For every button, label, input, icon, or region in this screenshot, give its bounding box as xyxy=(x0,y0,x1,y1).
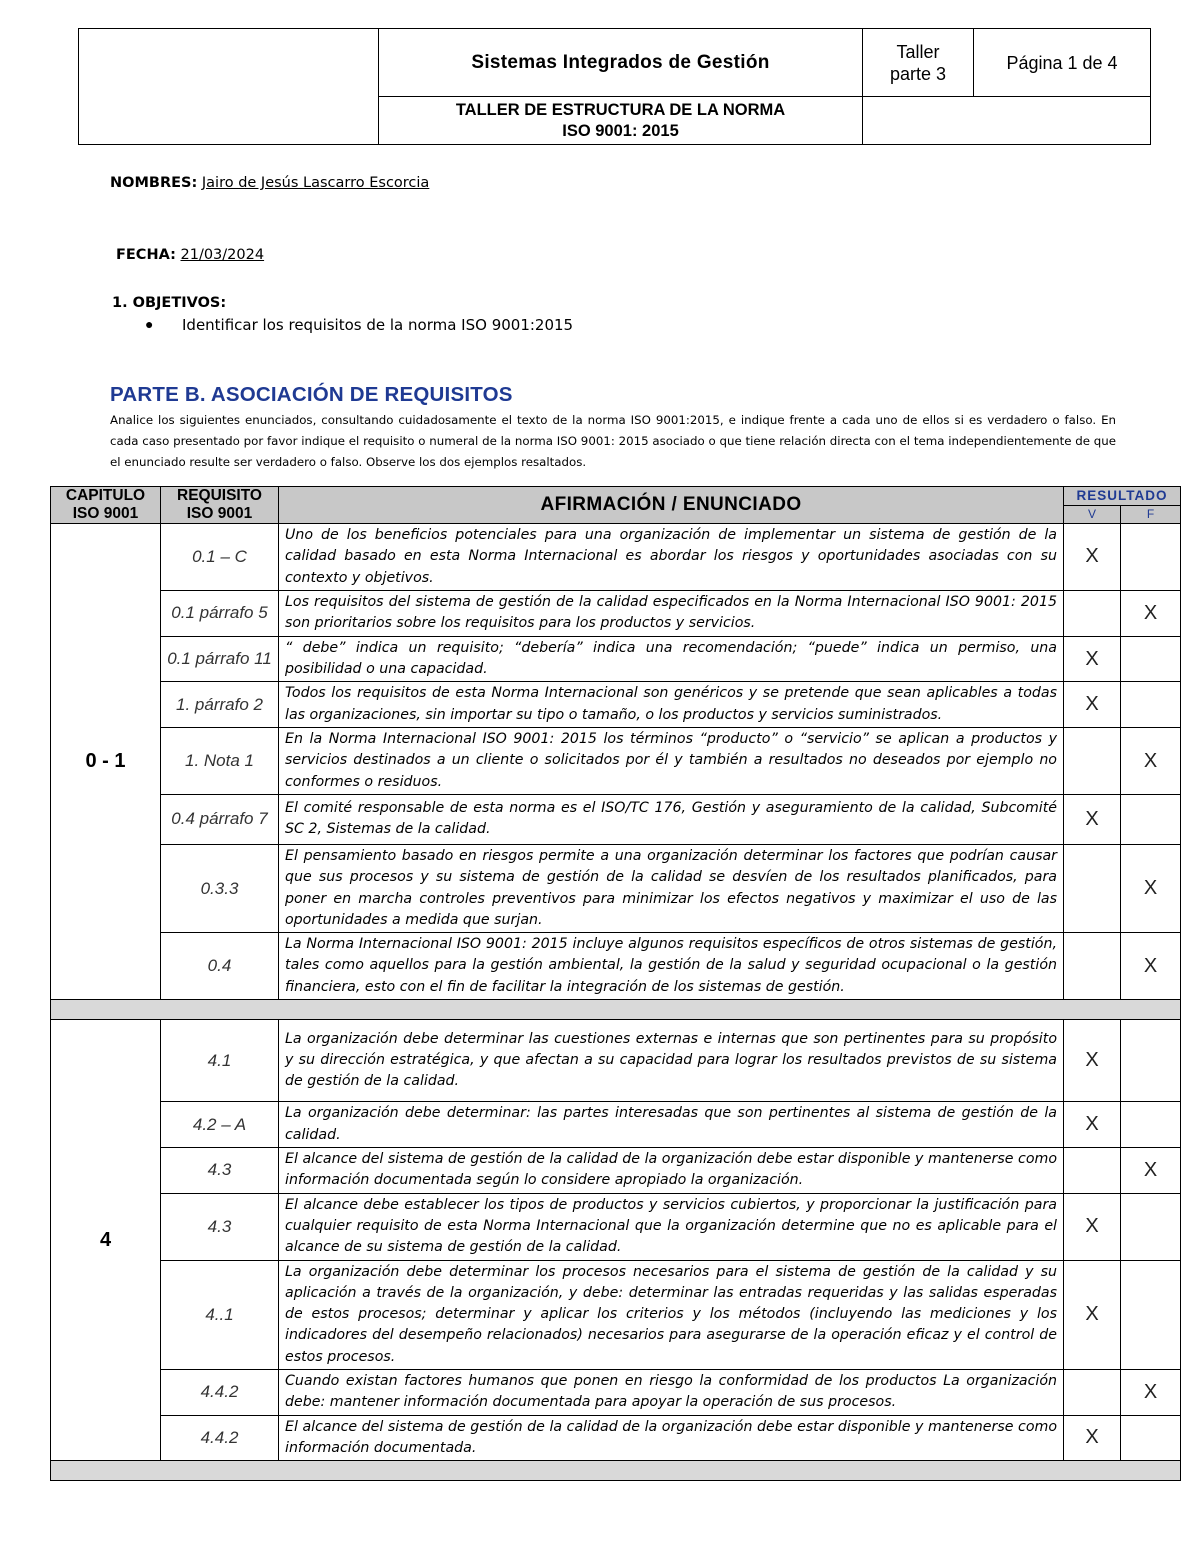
resultado-v-cell xyxy=(1064,728,1121,795)
afirmacion-cell: Los requisitos del sistema de gestión de la calidad especificados en la Norma Internacional ISO 9001: 2015 son prioritarios sobre los requisitos para los productos y servicios. xyxy=(279,590,1064,636)
nombres-label: NOMBRES: xyxy=(110,175,198,191)
resultado-v-cell: X xyxy=(1064,1415,1121,1461)
header-title: Sistemas Integrados de Gestión xyxy=(379,29,863,97)
section-divider-row xyxy=(51,1461,1181,1481)
col-f: F xyxy=(1121,505,1181,524)
resultado-f-cell: X xyxy=(1121,933,1181,1000)
resultado-v-cell: X xyxy=(1064,794,1121,844)
resultado-v-cell: X xyxy=(1064,1020,1121,1102)
table-row xyxy=(51,636,1181,682)
resultado-v-cell: X xyxy=(1064,1102,1121,1148)
afirmacion-cell: Cuando existan factores humanos que ponen en riesgo la conformidad de los productos La organización debe: mantener información documentada para apoyar la operación de sus procesos. xyxy=(279,1370,1064,1416)
resultado-f-cell xyxy=(1121,1102,1181,1148)
resultado-f-cell: X xyxy=(1121,728,1181,795)
objetivo-item: Identificar los requisitos de la norma ISO 9001:2015 xyxy=(182,316,574,334)
section-divider xyxy=(51,1461,1181,1481)
bullet-icon: ● xyxy=(145,316,154,332)
requisito-cell: 4.3 xyxy=(161,1193,279,1260)
afirmacion-cell: La organización debe determinar las cuestiones externas e internas que son pertinentes para su propósito y su dirección estratégica, y que afectan a su capacidad para lograr los resultados previstos de su sistema de gestión de la calidad. xyxy=(279,1020,1064,1102)
table-row xyxy=(51,590,1181,636)
fecha-line xyxy=(116,247,264,263)
col-requisito-line1: REQUISITO xyxy=(177,487,262,504)
table-row xyxy=(51,844,1181,932)
table-row xyxy=(51,1193,1181,1260)
resultado-v-cell xyxy=(1064,590,1121,636)
resultado-v-cell xyxy=(1064,844,1121,932)
table-row xyxy=(51,1102,1181,1148)
resultado-f-cell xyxy=(1121,682,1181,728)
section-divider-row xyxy=(51,1000,1181,1020)
capitulo-cell: 0 - 1 xyxy=(51,524,161,1000)
requisito-cell: 4.4.2 xyxy=(161,1415,279,1461)
resultado-v-cell xyxy=(1064,1370,1121,1416)
table-row xyxy=(51,682,1181,728)
requisito-cell: 1. Nota 1 xyxy=(161,728,279,795)
requirements-table xyxy=(50,486,1181,1481)
afirmacion-cell: El comité responsable de esta norma es el ISO/TC 176, Gestión y aseguramiento de la calidad, Subcomité SC 2, Sistemas de la calidad. xyxy=(279,794,1064,844)
nombres-value: Jairo de Jesús Lascarro Escorcia xyxy=(201,175,430,191)
resultado-f-cell xyxy=(1121,636,1181,682)
capitulo-cell: 4 xyxy=(51,1020,161,1461)
table-row xyxy=(51,794,1181,844)
requisito-cell: 0.3.3 xyxy=(161,844,279,932)
afirmacion-cell: El pensamiento basado en riesgos permite a una organización determinar los factores que podrían causar que sus procesos y su sistema de gestión de la calidad se desvíen de los resultados planificados, para poner en marcha controles preventivos para minimizar los efectos negativos y maximizar el uso de las oportunidades a medida que surjan. xyxy=(279,844,1064,932)
col-capitulo xyxy=(51,487,161,524)
afirmacion-cell: En la Norma Internacional ISO 9001: 2015 los términos “producto” o “servicio” se aplican a productos y servicios destinados a un cliente o solicitados por él y también a resultados no deseados por ejemplo no conformes o residuos. xyxy=(279,728,1064,795)
section-divider xyxy=(51,1000,1181,1020)
resultado-v-cell: X xyxy=(1064,682,1121,728)
requisito-cell: 4..1 xyxy=(161,1260,279,1369)
col-v: V xyxy=(1064,505,1121,524)
col-afirmacion: AFIRMACIÓN / ENUNCIADO xyxy=(279,487,1064,524)
header-subtitle-line1: TALLER DE ESTRUCTURA DE LA NORMA xyxy=(455,100,786,119)
resultado-f-cell: X xyxy=(1121,590,1181,636)
col-resultado: RESULTADO xyxy=(1064,487,1181,506)
requisito-cell: 4.1 xyxy=(161,1020,279,1102)
requisito-cell: 4.4.2 xyxy=(161,1370,279,1416)
table-row xyxy=(51,524,1181,591)
requisito-cell: 0.1 párrafo 5 xyxy=(161,590,279,636)
col-requisito-line2: ISO 9001 xyxy=(186,505,253,522)
afirmacion-cell: Uno de los beneficios potenciales para una organización de implementar un sistema de gestión de la calidad basado en esta Norma Internacional es abordar los riesgos y oportunidades asociadas con su contexto y objetivos. xyxy=(279,524,1064,591)
table-row xyxy=(51,1370,1181,1416)
requisito-cell: 0.4 párrafo 7 xyxy=(161,794,279,844)
afirmacion-cell: Todos los requisitos de esta Norma Internacional son genéricos y se pretende que sean aplicables a todas las organizaciones, sin importar su tipo o tamaño, o los productos y servicios suministrados. xyxy=(279,682,1064,728)
requisito-cell: 0.1 – C xyxy=(161,524,279,591)
afirmacion-cell: La organización debe determinar los procesos necesarios para el sistema de gestión de la calidad y su aplicación a través de la organización, y debe: determinar las entradas requeridas y las salidas esperadas de estos procesos; determinar y aplicar los criterios y los métodos (incluyendo las mediciones y los indicadores del desempeño relacionados) necesarios para asegurarse de la operación eficaz y el control de estos procesos. xyxy=(279,1260,1064,1369)
header-empty-cell xyxy=(863,97,1151,145)
header-subtitle-line2: ISO 9001: 2015 xyxy=(562,121,679,140)
col-requisito xyxy=(161,487,279,524)
table-row xyxy=(51,1260,1181,1369)
header-taller-line1: Taller xyxy=(896,41,940,62)
header-taller-line2: parte 3 xyxy=(889,63,947,84)
document-header xyxy=(78,28,1151,145)
nombres-line xyxy=(110,175,429,191)
objetivos-label: 1. OBJETIVOS: xyxy=(112,295,227,311)
afirmacion-cell: El alcance del sistema de gestión de la calidad de la organización debe estar disponible y mantenerse como información documentada. xyxy=(279,1415,1064,1461)
resultado-v-cell: X xyxy=(1064,1193,1121,1260)
resultado-f-cell xyxy=(1121,1020,1181,1102)
resultado-f-cell xyxy=(1121,1260,1181,1369)
requisito-cell: 0.1 párrafo 11 xyxy=(161,636,279,682)
requisito-cell: 1. párrafo 2 xyxy=(161,682,279,728)
resultado-v-cell xyxy=(1064,1148,1121,1194)
afirmacion-cell: “ debe” indica un requisito; “debería” indica una recomendación; “puede” indica un permiso, una posibilidad o una capacidad. xyxy=(279,636,1064,682)
fecha-label: FECHA: xyxy=(116,247,176,263)
parte-b-title: PARTE B. ASOCIACIÓN DE REQUISITOS xyxy=(110,383,513,406)
col-capitulo-line1: CAPITULO xyxy=(65,487,146,504)
resultado-f-cell: X xyxy=(1121,1370,1181,1416)
header-taller xyxy=(863,29,974,97)
resultado-v-cell xyxy=(1064,933,1121,1000)
resultado-f-cell xyxy=(1121,1415,1181,1461)
afirmacion-cell: La Norma Internacional ISO 9001: 2015 incluye algunos requisitos específicos de otros sistemas de gestión, tales como aquellos para la gestión ambiental, la gestión de la salud y seguridad ocupacional o la gestión financiera, esto con el fin de facilitar la integración de los sistemas de gestión. xyxy=(279,933,1064,1000)
logo-cell xyxy=(79,29,379,145)
table-row xyxy=(51,933,1181,1000)
afirmacion-cell: La organización debe determinar: las partes interesadas que son pertinentes al sistema de gestión de la calidad. xyxy=(279,1102,1064,1148)
afirmacion-cell: El alcance debe establecer los tipos de productos y servicios cubiertos, y proporcionar la justificación para cualquier requisito de esta Norma Internacional que la organización determine que no es aplicable para el alcance de su sistema de gestión de la calidad. xyxy=(279,1193,1064,1260)
objetivos-heading xyxy=(112,295,226,311)
requisito-cell: 0.4 xyxy=(161,933,279,1000)
table-row xyxy=(51,1020,1181,1102)
resultado-f-cell xyxy=(1121,1193,1181,1260)
fecha-value: 21/03/2024 xyxy=(180,247,265,263)
requisito-cell: 4.2 – A xyxy=(161,1102,279,1148)
table-body xyxy=(51,524,1181,1481)
col-capitulo-line2: ISO 9001 xyxy=(72,505,139,522)
resultado-f-cell xyxy=(1121,794,1181,844)
parte-b-description: Analice los siguientes enunciados, consultando cuidadosamente el texto de la norma ISO 9001:2015, e indique frente a cada uno de ellos si es verdadero o falso. En cada caso presentado por favor indique el requisito o numeral de la norma ISO 9001: 2015 asociado o que tiene relación directa con el tema independientemente de que el enunciado resulte ser verdadero o falso. Observe los dos ejemplos resaltados. xyxy=(110,413,1116,469)
table-row xyxy=(51,1415,1181,1461)
resultado-f-cell xyxy=(1121,524,1181,591)
header-subtitle xyxy=(379,97,863,145)
resultado-f-cell: X xyxy=(1121,844,1181,932)
resultado-v-cell: X xyxy=(1064,1260,1121,1369)
header-pagina: Página 1 de 4 xyxy=(974,29,1151,97)
table-row xyxy=(51,728,1181,795)
requisito-cell: 4.3 xyxy=(161,1148,279,1194)
afirmacion-cell: El alcance del sistema de gestión de la calidad de la organización debe estar disponible y mantenerse como información documentada según lo considere apropiado la organización. xyxy=(279,1148,1064,1194)
table-row xyxy=(51,1148,1181,1194)
resultado-v-cell: X xyxy=(1064,524,1121,591)
resultado-f-cell: X xyxy=(1121,1148,1181,1194)
resultado-v-cell: X xyxy=(1064,636,1121,682)
